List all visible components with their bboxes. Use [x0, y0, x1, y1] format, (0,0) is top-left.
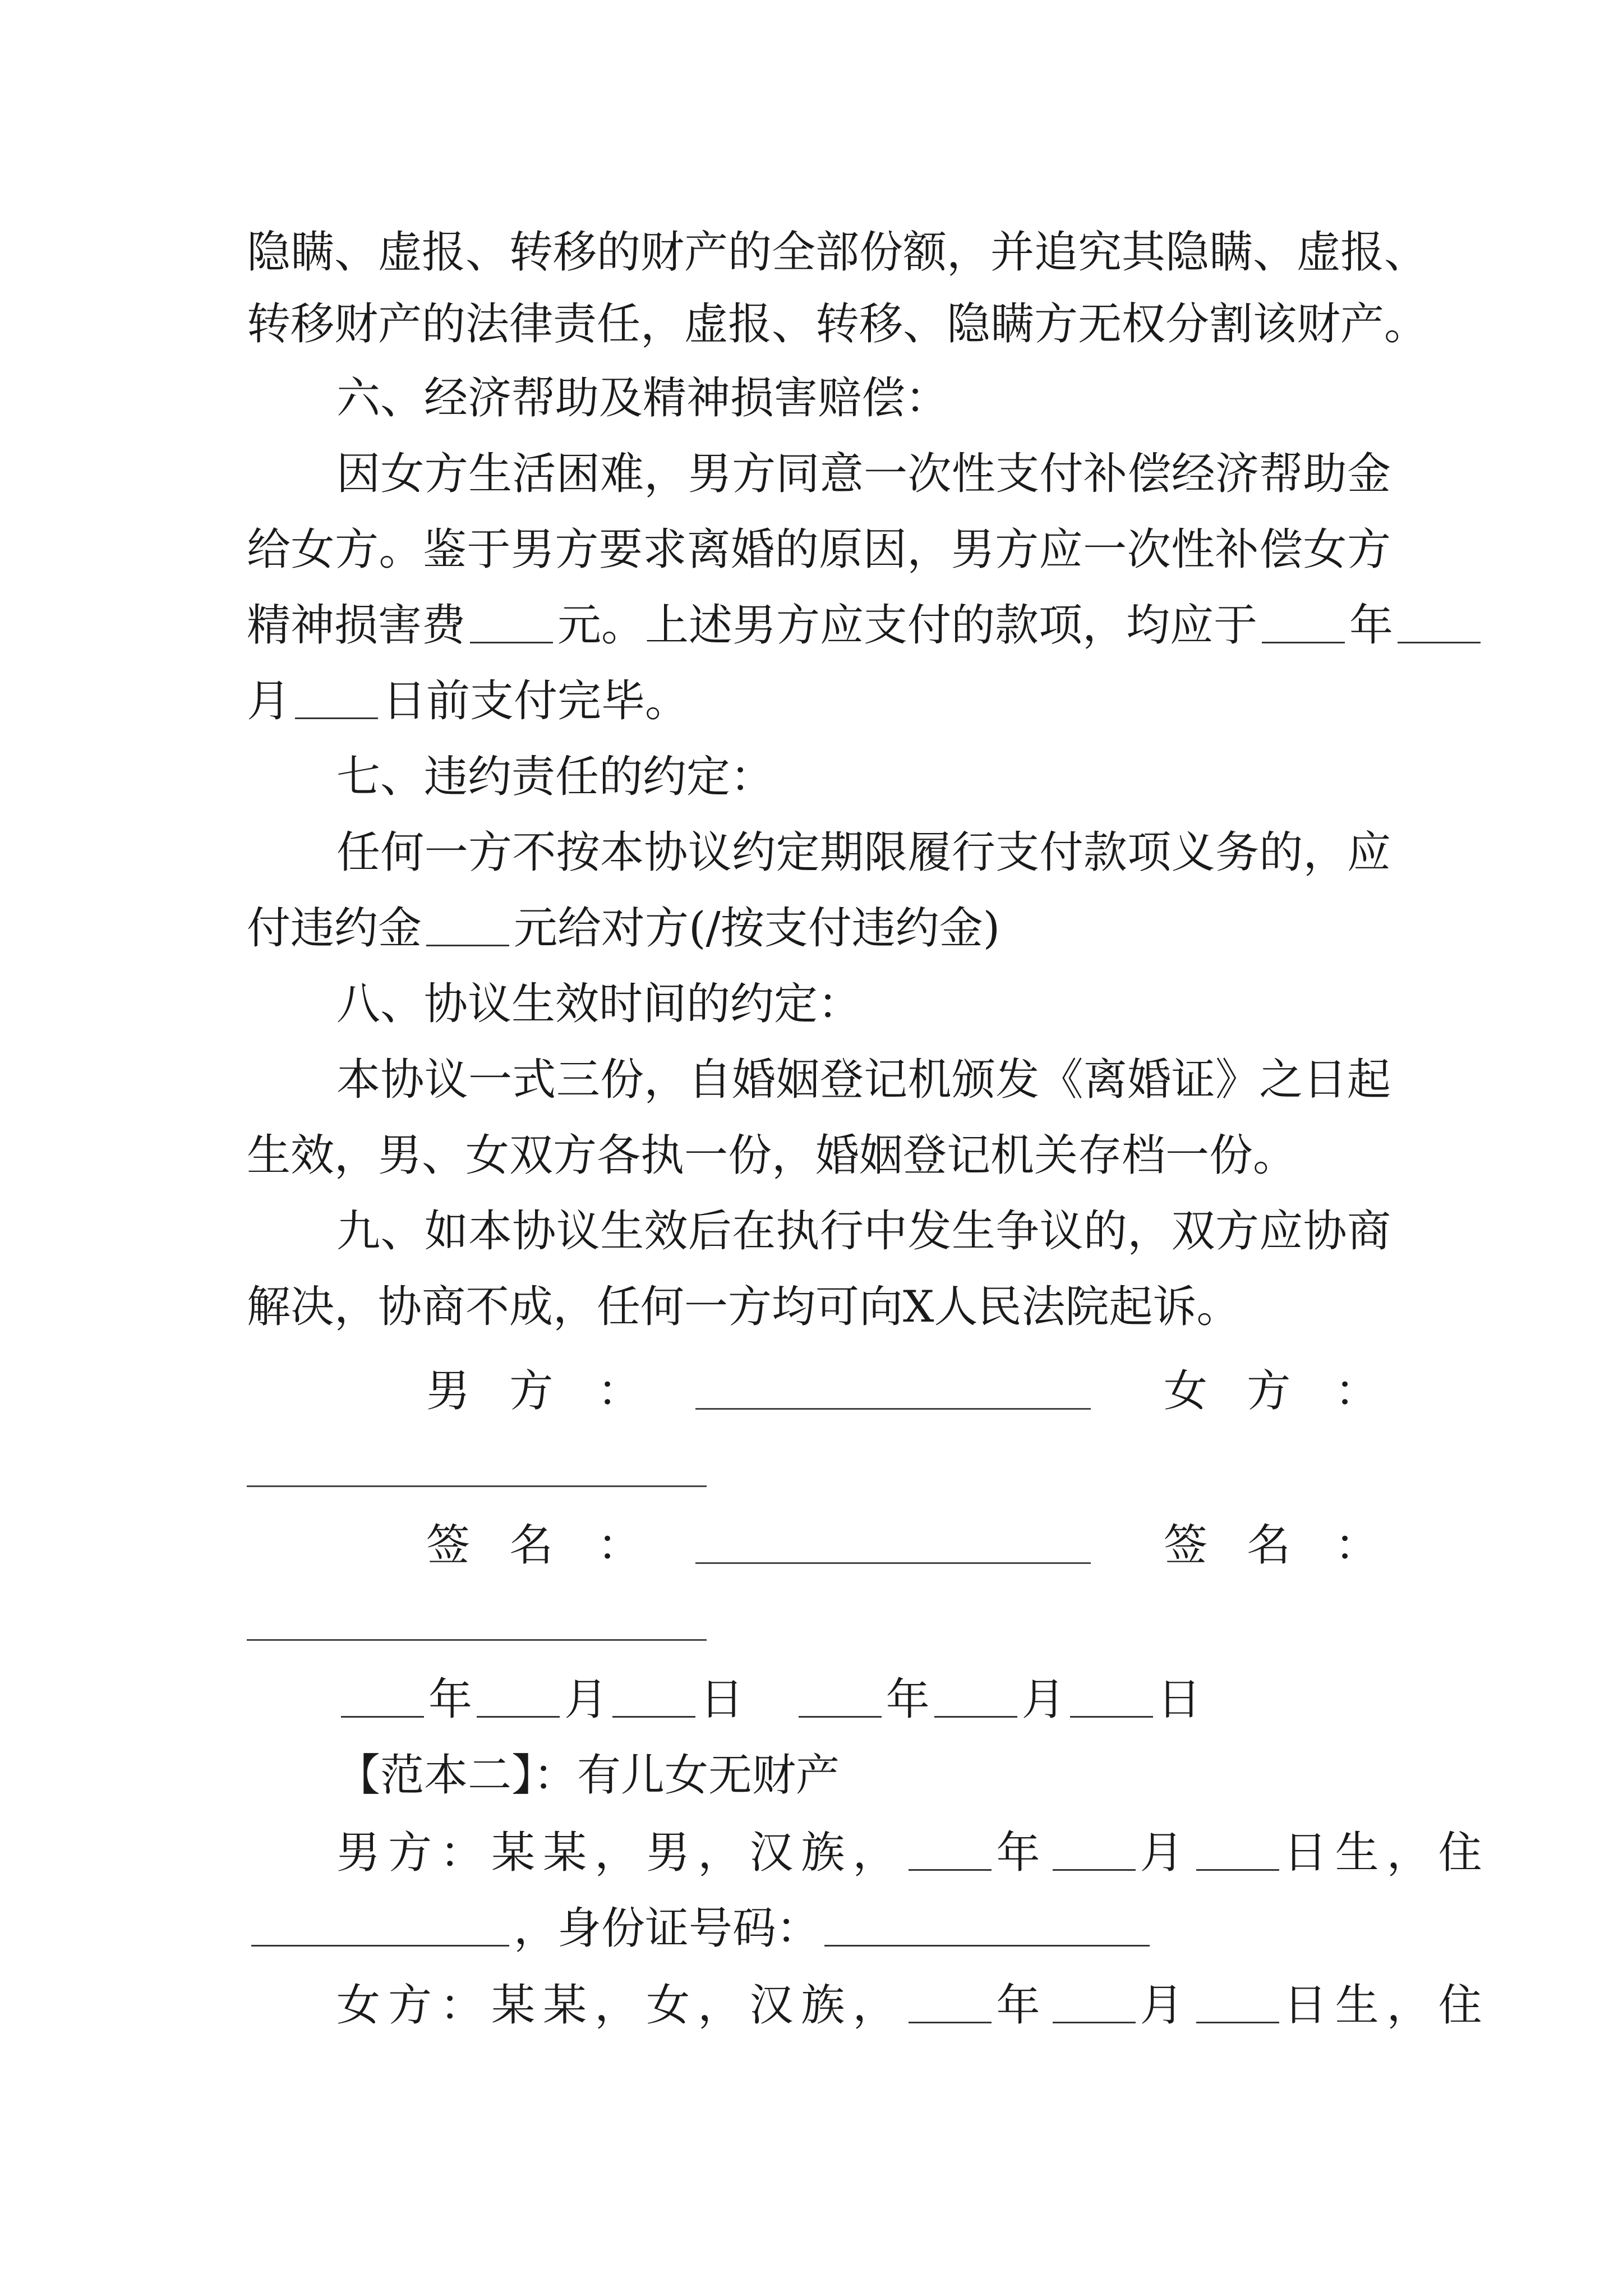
text-fragment: 日 — [1157, 1674, 1201, 1725]
female-party-label: 女方 — [1164, 1366, 1330, 1416]
fill-blank — [1262, 641, 1345, 643]
text-fragment: 月 — [564, 1674, 608, 1725]
text-fragment: 年 — [886, 1674, 930, 1725]
text-fragment: 元。上述男方应支付的款项，均应于 — [557, 600, 1258, 651]
address-blank — [251, 1944, 509, 1947]
paragraph-line: 解决，协商不成，任何一方均可向X人民法院起诉。 — [247, 1282, 1241, 1332]
sample-heading: 【范本二】：有儿女无财产 — [336, 1750, 840, 1801]
paragraph-line: 本协议一式三份，自婚姻登记机颁发《离婚证》之日起 — [336, 1055, 1391, 1105]
text-fragment: 日生，住 — [1283, 1980, 1490, 2031]
text-fragment: 年 — [996, 1828, 1048, 1878]
fill-blank — [1196, 2021, 1279, 2023]
male-sign-line — [695, 1562, 1091, 1564]
fill-blank — [470, 641, 553, 643]
text-fragment: 年 — [996, 1980, 1048, 2031]
text-fragment: 月 — [1140, 1980, 1192, 2031]
text-fragment: 付违约金 — [247, 903, 422, 954]
text-fragment: 精神损害费 — [247, 600, 466, 651]
section-heading-8: 八、协议生效时间的约定： — [336, 979, 862, 1029]
fill-blank — [1398, 641, 1481, 643]
fill-blank — [1053, 2021, 1136, 2023]
male-sign-label: 签名 — [426, 1520, 593, 1571]
colon: ： — [1335, 1520, 1379, 1571]
paragraph-line: 隐瞒、虚报、转移的财产的全部份额，并追究其隐瞒、虚报、 — [247, 227, 1428, 278]
paragraph-line: 生效，男、女双方各执一份，婚姻登记机关存档一份。 — [247, 1130, 1297, 1181]
paragraph-line: 因女方生活困难，男方同意一次性支付补偿经济帮助金 — [336, 449, 1391, 499]
fill-blank — [295, 716, 378, 719]
paragraph-line: 给女方。鉴于男方要求离婚的原因，男方应一次性补偿女方 — [247, 524, 1391, 575]
fill-blank — [341, 1715, 424, 1718]
fill-blank — [934, 1715, 1017, 1718]
fill-blank — [477, 1715, 560, 1718]
paragraph-line: 转移财产的法律责任，虚报、转移、隐瞒方无权分割该财产。 — [247, 299, 1428, 349]
female-sign-line — [247, 1639, 707, 1641]
text-fragment: ，身份证号码： — [514, 1903, 820, 1954]
fill-blank — [909, 1868, 992, 1871]
text-fragment: 日 — [700, 1674, 744, 1725]
colon: ： — [597, 1366, 642, 1416]
colon: ： — [1335, 1366, 1379, 1416]
fill-blank — [426, 944, 509, 946]
text-fragment: 女方：某某，女，汉族， — [336, 1980, 905, 2031]
text-fragment: 男方：某某，男，汉族， — [336, 1828, 905, 1878]
fill-blank — [909, 2021, 992, 2023]
paragraph-line — [247, 898, 1391, 959]
id-number-blank — [824, 1944, 1150, 1947]
male-party-info — [336, 1822, 1490, 1884]
colon: ： — [597, 1520, 642, 1571]
paragraph-line — [247, 670, 1391, 732]
female-sign-label: 签名 — [1164, 1520, 1330, 1571]
fill-blank — [612, 1715, 695, 1718]
section-heading-7: 七、违约责任的约定： — [336, 752, 774, 802]
text-fragment: 日前支付完毕。 — [382, 676, 689, 726]
male-signature-line — [695, 1408, 1091, 1410]
text-fragment: 月 — [1140, 1828, 1192, 1878]
section-heading-9: 九、如本协议生效后在执行中发生争议的，双方应协商 — [336, 1206, 1391, 1257]
section-heading-6: 六、经济帮助及精神损害赔偿： — [336, 373, 949, 424]
text-fragment: 日生，住 — [1283, 1828, 1490, 1878]
signature-date-line — [336, 1669, 1481, 1731]
text-fragment: 年 — [428, 1674, 473, 1725]
male-address-line — [247, 1898, 1391, 1959]
paragraph-line — [247, 595, 1394, 656]
text-fragment: 月 — [247, 676, 291, 726]
female-signature-line — [247, 1485, 707, 1487]
male-party-label: 男方 — [426, 1366, 593, 1416]
female-party-info — [336, 1975, 1490, 2036]
paragraph-line: 任何一方不按本协议约定期限履行支付款项义务的，应 — [336, 827, 1391, 878]
fill-blank — [1053, 1868, 1136, 1871]
text-fragment: 月 — [1021, 1674, 1066, 1725]
text-fragment: 年 — [1349, 600, 1394, 651]
text-fragment: 元给对方(/按支付违约金) — [514, 903, 1000, 954]
fill-blank — [1070, 1715, 1153, 1718]
fill-blank — [799, 1715, 882, 1718]
fill-blank — [1196, 1868, 1279, 1871]
